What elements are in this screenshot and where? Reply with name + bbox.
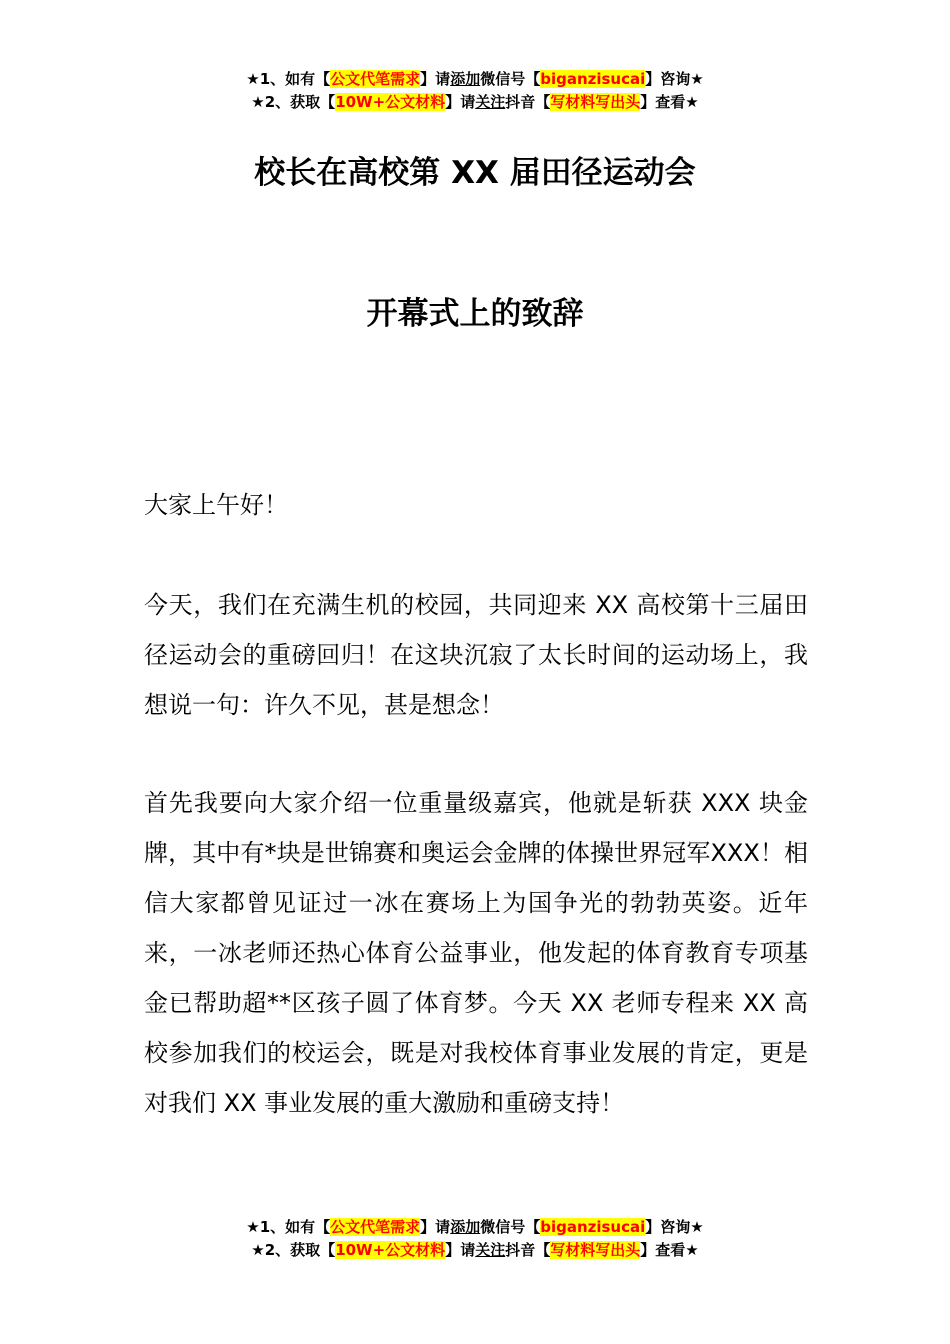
underlined-follow: 关注 <box>475 93 506 111</box>
highlight-douyin-account: 写材料写出头 <box>550 1241 641 1259</box>
banner-text: 】咨询★ <box>645 1218 704 1236</box>
banner-text: 微信号【 <box>480 1218 541 1236</box>
banner-text: 抖音【 <box>505 93 551 111</box>
highlight-douyin-account: 写材料写出头 <box>550 93 641 111</box>
underlined-follow: 关注 <box>475 1241 506 1259</box>
paragraph-text: 首先我要向大家介绍一位重量级嘉宾，他就是斩获 XXX 块金牌，其中有*块是世锦赛和奥运会金牌的体操世界冠军XXX！相信大家都曾见证过一冰在赛场上为国争光的勃勃英姿。近年来，一冰老师还热心体育公益事业，他发起的体育教育专项基金已帮助超**区孩子圆了体育梦。今天 XX 老师专程来 XX 高校参加我们的校运会，既是对我校体育事业发展的肯定，更是对我们 XX 事业发展的重大激励和重磅支持！ <box>144 789 808 1117</box>
banner-line-2 <box>0 1239 950 1262</box>
banner-text: ★1、如有【 <box>246 1218 331 1236</box>
highlight-service: 公文代笔需求 <box>330 70 421 88</box>
highlight-materials: 10W+公文材料 <box>335 1241 446 1259</box>
underlined-add: 添加 <box>450 70 481 88</box>
highlight-service: 公文代笔需求 <box>330 1218 421 1236</box>
banner-text: 微信号【 <box>480 70 541 88</box>
highlight-wechat-id: biganzisucai <box>540 1218 646 1236</box>
banner-line-2 <box>0 91 950 114</box>
paragraph-2 <box>144 778 808 1128</box>
banner-text: ★2、获取【 <box>251 93 336 111</box>
promo-banner-bottom <box>0 1216 950 1262</box>
paragraph-text: 今天，我们在充满生机的校园，共同迎来 XX 高校第十三届田径运动会的重磅回归！在这块沉寂了太长时间的运动场上，我想说一句：许久不见，甚是想念！ <box>144 591 808 719</box>
banner-text: 抖音【 <box>505 1241 551 1259</box>
banner-line-1 <box>0 68 950 91</box>
highlight-wechat-id: biganzisucai <box>540 70 646 88</box>
greeting <box>144 480 808 530</box>
banner-text: 】请 <box>420 70 451 88</box>
paragraph-1 <box>144 580 808 730</box>
document-title-line-2: 开幕式上的致辞 <box>366 296 584 332</box>
greeting-text: 大家上午好！ <box>144 491 288 519</box>
underlined-add: 添加 <box>450 1218 481 1236</box>
banner-text: 】请 <box>445 1241 476 1259</box>
banner-text: 】请 <box>445 93 476 111</box>
banner-text: ★1、如有【 <box>246 70 331 88</box>
banner-text: 】请 <box>420 1218 451 1236</box>
promo-banner-top <box>0 68 950 114</box>
banner-text: 】咨询★ <box>645 70 704 88</box>
banner-text: ★2、获取【 <box>251 1241 336 1259</box>
banner-line-1 <box>0 1216 950 1239</box>
banner-text: 】查看★ <box>640 1241 699 1259</box>
highlight-materials: 10W+公文材料 <box>335 93 446 111</box>
banner-text: 】查看★ <box>640 93 699 111</box>
document-title-line-1: 校长在高校第 XX 届田径运动会 <box>254 155 696 191</box>
